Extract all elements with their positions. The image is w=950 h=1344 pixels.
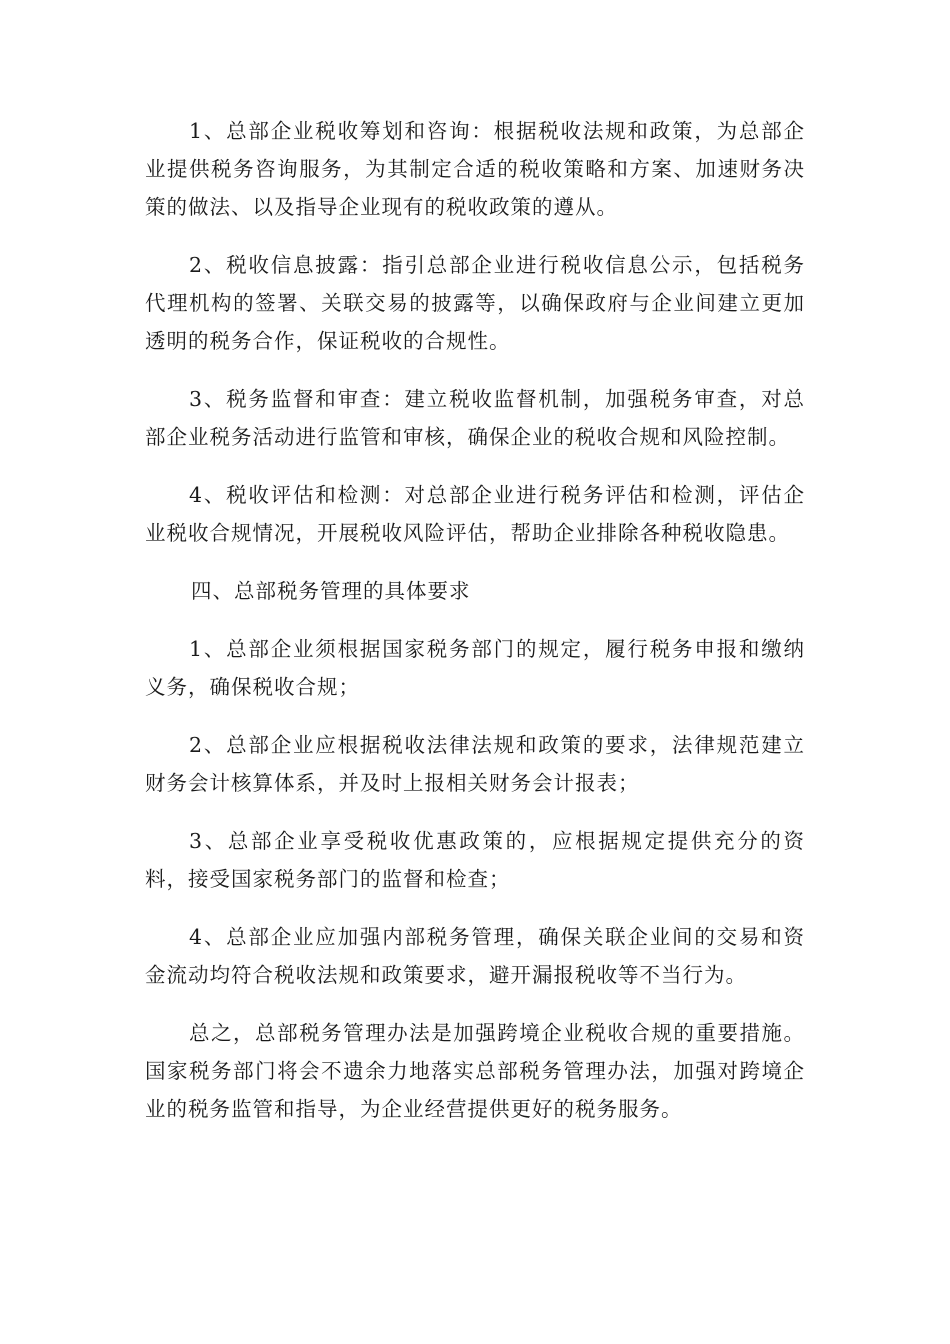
paragraph-requirement-3: 3、总部企业享受税收优惠政策的，应根据规定提供充分的资料，接受国家税务部门的监督和检查； xyxy=(145,829,805,891)
document-body xyxy=(145,112,805,1148)
paragraph-tax-assessment: 4、税收评估和检测：对总部企业进行税务评估和检测，评估企业税收合规情况，开展税收风险评估，帮助企业排除各种税收隐患。 xyxy=(145,483,805,545)
paragraph-requirement-1: 1、总部企业须根据国家税务部门的规定，履行税务申报和缴纳义务，确保税收合规； xyxy=(145,637,805,699)
paragraph-conclusion: 总之，总部税务管理办法是加强跨境企业税收合规的重要措施。国家税务部门将会不遗余力地落实总部税务管理办法，加强对跨境企业的税务监管和指导，为企业经营提供更好的税务服务。 xyxy=(145,1021,805,1121)
paragraph-requirement-2: 2、总部企业应根据税收法律法规和政策的要求，法律规范建立财务会计核算体系，并及时上报相关财务会计报表； xyxy=(145,733,805,795)
paragraph-tax-disclosure: 2、税收信息披露：指引总部企业进行税收信息公示，包括税务代理机构的签署、关联交易的披露等，以确保政府与企业间建立更加透明的税务合作，保证税收的合规性。 xyxy=(145,253,805,353)
paragraph-requirement-4: 4、总部企业应加强内部税务管理，确保关联企业间的交易和资金流动均符合税收法规和政策要求，避开漏报税收等不当行为。 xyxy=(145,925,805,987)
section-heading: 四、总部税务管理的具体要求 xyxy=(191,579,471,603)
paragraph-tax-supervision: 3、税务监督和审查：建立税收监督机制，加强税务审查，对总部企业税务活动进行监管和审核，确保企业的税收合规和风险控制。 xyxy=(145,387,805,449)
paragraph-tax-planning: 1、总部企业税收筹划和咨询：根据税收法规和政策，为总部企业提供税务咨询服务，为其制定合适的税收策略和方案、加速财务决策的做法、以及指导企业现有的税收政策的遵从。 xyxy=(145,119,805,219)
